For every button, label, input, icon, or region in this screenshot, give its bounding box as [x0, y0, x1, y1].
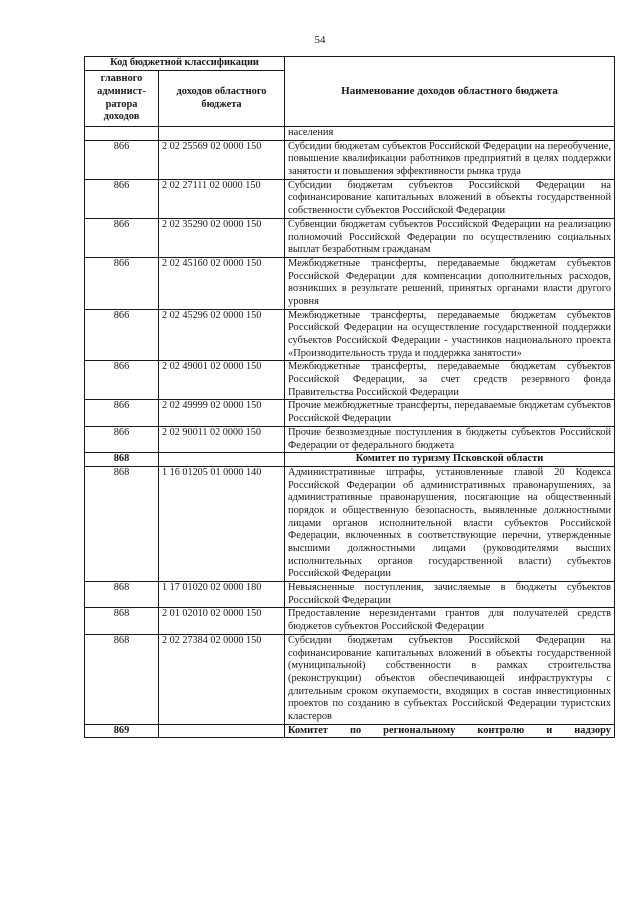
table-row — [85, 361, 615, 400]
budget-code-cell: 1 17 01020 02 0000 180 — [159, 582, 285, 608]
admin-code-cell: 869 — [85, 724, 159, 738]
budget-code-cell: 2 02 90011 02 0000 150 — [159, 426, 285, 452]
budget-code-cell — [159, 453, 285, 467]
revenue-name-cell: Межбюджетные трансферты, передаваемые бюджетам субъектов Российской Федерации, за счет средств резервного фонда Правительства Российской Федерации — [285, 361, 615, 400]
admin-code-cell: 866 — [85, 361, 159, 400]
budget-code-cell — [159, 724, 285, 738]
budget-code-cell: 2 02 45296 02 0000 150 — [159, 309, 285, 361]
table-row — [85, 400, 615, 426]
budget-code-cell: 2 02 49001 02 0000 150 — [159, 361, 285, 400]
admin-code-cell: 868 — [85, 582, 159, 608]
revenue-name-cell: Прочие безвозмездные поступления в бюджеты субъектов Российской Федерации от федерального бюджета — [285, 426, 615, 452]
header-name-column: Наименование доходов областного бюджета — [285, 57, 615, 127]
table-row — [85, 257, 615, 309]
table-row — [85, 140, 615, 179]
budget-code-cell: 2 02 45160 02 0000 150 — [159, 257, 285, 309]
revenue-name-cell: Невыясненные поступления, зачисляемые в бюджеты субъектов Российской Федерации — [285, 582, 615, 608]
page-number: 54 — [314, 34, 326, 46]
admin-code-cell: 866 — [85, 309, 159, 361]
admin-code-cell: 868 — [85, 634, 159, 724]
revenue-name-cell: Комитет по туризму Псковской области — [285, 453, 615, 467]
budget-classification-table — [84, 56, 615, 738]
admin-code-cell: 868 — [85, 608, 159, 634]
revenue-name-cell: Межбюджетные трансферты, передаваемые бюджетам субъектов Российской Федерации на осуществление государственной поддержки субъектов Российской Федерации - участников национального проекта «Производительность труда и поддержка занятости» — [285, 309, 615, 361]
admin-code-cell: 866 — [85, 140, 159, 179]
header-admin-column: главного админист-ратора доходов — [85, 71, 159, 127]
admin-code-cell: 866 — [85, 257, 159, 309]
admin-code-cell — [85, 127, 159, 141]
table-row — [85, 582, 615, 608]
revenue-name-cell: Субсидии бюджетам субъектов Российской Федерации на софинансирование капитальных вложений в объекты государственной (муниципальной) собственности в рамках строительства (реконструкции) объектов обеспечивающей инфраструктуры с длительным сроком окупаемости, входящих в состав инвестиционных проектов по созданию в субъектах Российской Федерации туристских кластеров — [285, 634, 615, 724]
admin-code-cell: 868 — [85, 453, 159, 467]
header-group-title: Код бюджетной классификации — [85, 57, 285, 71]
budget-code-cell: 1 16 01205 01 0000 140 — [159, 466, 285, 581]
admin-code-cell: 866 — [85, 179, 159, 218]
table-row — [85, 426, 615, 452]
revenue-name-cell: Прочие межбюджетные трансферты, передаваемые бюджетам субъектов Российской Федерации — [285, 400, 615, 426]
revenue-name-cell: Комитет по региональному контролю и надзору — [285, 724, 615, 738]
admin-code-cell: 866 — [85, 426, 159, 452]
admin-code-cell: 866 — [85, 218, 159, 257]
revenue-name-cell: Субсидии бюджетам субъектов Российской Федерации на переобучение, повышение квалификации работников предприятий в целях поддержки занятости и повышения эффективности рынка труда — [285, 140, 615, 179]
revenue-name-cell: населения — [285, 127, 615, 141]
budget-code-cell: 2 02 27384 02 0000 150 — [159, 634, 285, 724]
budget-code-cell: 2 02 27111 02 0000 150 — [159, 179, 285, 218]
table-row — [85, 179, 615, 218]
revenue-name-cell: Субсидии бюджетам субъектов Российской Федерации на софинансирование капитальных вложений в объекты государственной собственности субъектов Российской Федерации — [285, 179, 615, 218]
table-row — [85, 634, 615, 724]
budget-code-cell: 2 02 25569 02 0000 150 — [159, 140, 285, 179]
revenue-name-cell: Субвенции бюджетам субъектов Российской Федерации на реализацию полномочий Российской Федерации по осуществлению социальных выплат безработным гражданам — [285, 218, 615, 257]
revenue-name-cell: Предоставление нерезидентами грантов для получателей средств бюджетов субъектов Российской Федерации — [285, 608, 615, 634]
header-code-column: доходов областного бюджета — [159, 71, 285, 127]
table-row — [85, 218, 615, 257]
budget-code-cell: 2 02 35290 02 0000 150 — [159, 218, 285, 257]
table-row — [85, 466, 615, 581]
table-row — [85, 127, 615, 141]
budget-code-cell: 2 02 49999 02 0000 150 — [159, 400, 285, 426]
budget-code-cell — [159, 127, 285, 141]
admin-code-cell: 866 — [85, 400, 159, 426]
budget-code-cell: 2 01 02010 02 0000 150 — [159, 608, 285, 634]
table-row — [85, 608, 615, 634]
table-row — [85, 453, 615, 467]
revenue-name-cell: Межбюджетные трансферты, передаваемые бюджетам субъектов Российской Федерации для компенсации дополнительных расходов, возникших в результате решений, принятых органами власти другого уровня — [285, 257, 615, 309]
table-row — [85, 724, 615, 738]
revenue-name-cell: Административные штрафы, установленные главой 20 Кодекса Российской Федерации об административных правонарушениях, за административные правонарушения, посягающие на общественный порядок и общественную безопасность, выявленные должностными лицами органов исполнительной власти субъектов Российской Федерации, включенных в соответствующие перечни, утвержденные высшими должностными лицами (руководителями высших исполнительных органов государственной власти) субъектов Российской Федерации — [285, 466, 615, 581]
table-row — [85, 309, 615, 361]
table-body — [85, 127, 615, 738]
admin-code-cell: 868 — [85, 466, 159, 581]
